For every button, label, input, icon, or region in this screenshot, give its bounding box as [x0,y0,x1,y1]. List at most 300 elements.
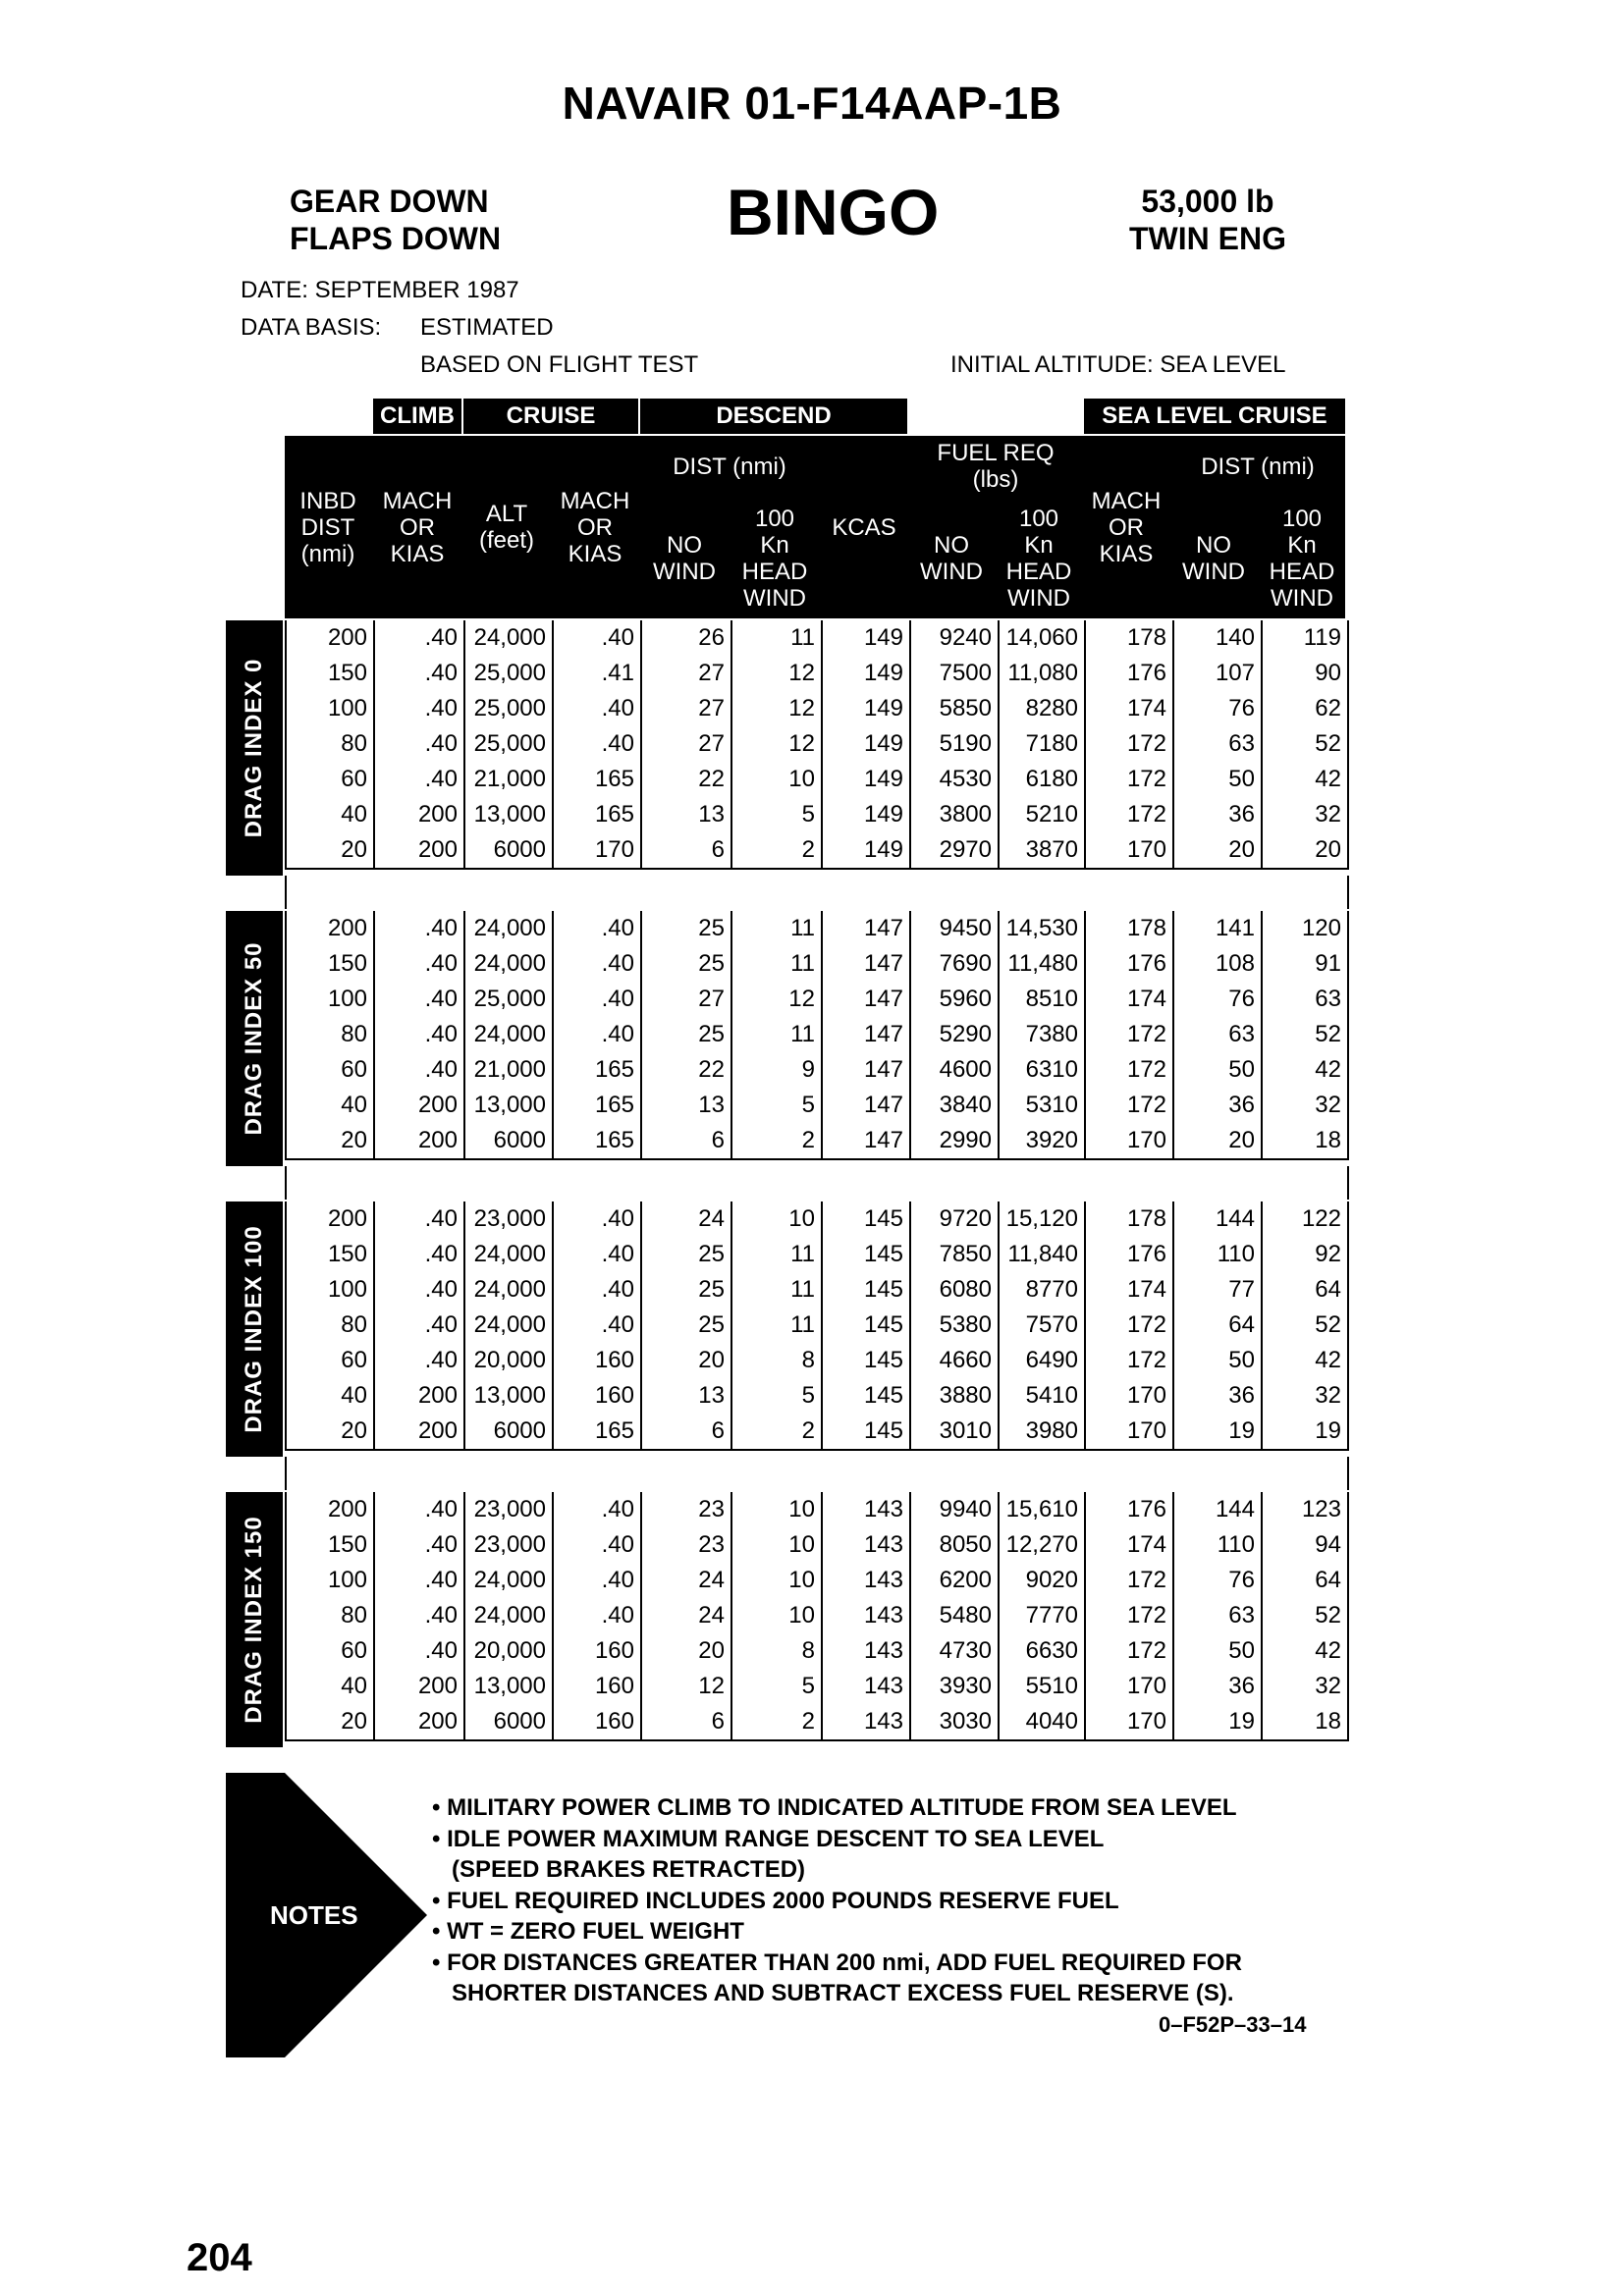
inbd-dist-cell: 200 [286,1492,374,1527]
weight-config: 53,000 lb [1141,184,1274,219]
drag-index-label: DRAG INDEX 100 [241,1225,267,1433]
slc-head-wind-cell: 52 [1262,726,1348,762]
slc-head-wind-cell: 42 [1262,1052,1348,1088]
table-row [286,1492,1348,1527]
slc-mach-cell: 172 [1085,1052,1173,1088]
data-basis-value: BASED ON FLIGHT TEST [420,351,699,378]
slc-no-wind-cell: 110 [1173,1237,1262,1272]
drag-index-0-tab [226,620,283,876]
alt-header [463,436,550,618]
kcas-cell: 145 [822,1414,910,1450]
table-row [286,1527,1348,1563]
kcas-cell: 147 [822,1017,910,1052]
descend-no-wind-cell: 25 [641,1237,731,1272]
descend-no-wind-cell: 25 [641,911,731,946]
table-row [286,1308,1348,1343]
descend-head-wind-cell: 12 [731,726,822,762]
inbd-dist-cell: 200 [286,911,374,946]
inbd-dist-cell: 100 [286,1563,374,1598]
header-line: WIND [1271,585,1333,612]
cruise-alt-cell: 13,000 [464,1669,553,1704]
fuel-head-wind-cell: 11,080 [999,656,1085,691]
header-line: NO [667,532,702,559]
fuel-head-wind-cell: 5410 [999,1378,1085,1414]
inbd-dist-cell: 150 [286,1237,374,1272]
descend-head-wind-cell: 2 [731,1414,822,1450]
slc-head-wind-cell: 42 [1262,1343,1348,1378]
fuel-no-wind-cell: 5960 [910,982,999,1017]
descend-head-wind-cell: 11 [731,1308,822,1343]
cruise-mach-cell: .40 [553,1308,641,1343]
descend-no-wind-cell: 24 [641,1563,731,1598]
table-row [286,946,1348,982]
flaps-config: FLAPS DOWN [290,221,502,256]
header-line: (nmi) [300,540,355,567]
header-line: Kn [1287,532,1317,559]
slc-no-wind-cell: 19 [1173,1704,1262,1740]
kcas-cell: 149 [822,832,910,869]
slc-no-wind-cell: 50 [1173,762,1262,797]
table-row [286,656,1348,691]
fuel-no-wind-cell: 2970 [910,832,999,869]
kcas-cell: 143 [822,1704,910,1740]
descend-head-wind-cell: 5 [731,1378,822,1414]
cruise-mach-cell: .40 [553,911,641,946]
fuel-head-wind-cell: 5210 [999,797,1085,832]
cruise-mach-cell: 165 [553,1123,641,1159]
descend-no-wind-cell: 6 [641,832,731,869]
note-line: • WT = ZERO FUEL WEIGHT [432,1918,744,1945]
header-line: ALT [485,501,528,527]
cruise-mach-cell: 165 [553,1088,641,1123]
climb-mach-cell: .40 [374,1308,464,1343]
climb-mach-cell: 200 [374,1414,464,1450]
descend-no-wind-cell: 20 [641,1633,731,1669]
kcas-cell: 147 [822,982,910,1017]
table-row [286,1633,1348,1669]
slc-no-wind-cell: 36 [1173,797,1262,832]
descend-no-wind-cell: 25 [641,1017,731,1052]
fuel-no-wind-cell: 7690 [910,946,999,982]
table-row [286,1017,1348,1052]
slc-no-wind-cell: 141 [1173,911,1262,946]
figure-id: 0–F52P–33–14 [1159,2012,1307,2037]
inbd-dist-cell: 80 [286,1308,374,1343]
kcas-cell: 147 [822,1123,910,1159]
slc-head-wind-cell: 52 [1262,1017,1348,1052]
fuel-no-wind-cell: 9720 [910,1201,999,1237]
inbd-dist-cell: 60 [286,1052,374,1088]
configuration-right [1129,183,1286,257]
slc-no-wind-cell: 144 [1173,1492,1262,1527]
note-line: SHORTER DISTANCES AND SUBTRACT EXCESS FUEL RESERVE (S). [452,1980,1234,2006]
fuel-no-wind-cell: 9450 [910,911,999,946]
table-row [286,1272,1348,1308]
cruise-mach-cell: 165 [553,797,641,832]
cruise-alt-cell: 21,000 [464,1052,553,1088]
cruise-mach-cell: 160 [553,1704,641,1740]
inbd-dist-cell: 60 [286,1343,374,1378]
climb-mach-cell: .40 [374,1343,464,1378]
slc-head-wind-cell: 52 [1262,1598,1348,1633]
climb-mach-cell: .40 [374,1017,464,1052]
drag-index-150-tab [226,1492,283,1747]
header-line: INBD [299,487,356,514]
cruise-alt-cell: 24,000 [464,1563,553,1598]
slc-mach-cell: 172 [1085,1563,1173,1598]
fuel-no-wind-cell: 5380 [910,1308,999,1343]
cruise-alt-cell: 13,000 [464,1088,553,1123]
climb-mach-cell: .40 [374,911,464,946]
descend-no-wind-cell: 13 [641,797,731,832]
header-line: WIND [920,559,983,585]
slc-mach-cell: 170 [1085,1414,1173,1450]
fuel-head-wind-cell: 3870 [999,832,1085,869]
descend-no-wind-cell: 23 [641,1527,731,1563]
cruise-group-header: CRUISE [463,399,638,434]
cruise-alt-cell: 24,000 [464,620,553,656]
descend-no-wind-cell: 12 [641,1669,731,1704]
kcas-cell: 145 [822,1272,910,1308]
slc-head-wind-cell: 92 [1262,1237,1348,1272]
fuel-no-wind-cell: 3930 [910,1669,999,1704]
slc-no-wind-cell: 63 [1173,1598,1262,1633]
note-line: (SPEED BRAKES RETRACTED) [452,1856,806,1883]
slc-head-wind-cell: 120 [1262,911,1348,946]
kcas-header: KCAS [821,436,907,618]
slc-mach-cell: 176 [1085,1492,1173,1527]
slc-no-wind-cell: 144 [1173,1201,1262,1237]
descend-no-wind-cell: 13 [641,1378,731,1414]
slc-head-wind-cell: 32 [1262,1088,1348,1123]
inbd-dist-cell: 20 [286,1123,374,1159]
inbd-dist-cell: 20 [286,832,374,869]
descend-no-wind-cell: 24 [641,1598,731,1633]
fuel-no-wind-cell: 3030 [910,1704,999,1740]
drag-index-100-tab [226,1201,283,1457]
fuel-head-wind-cell: 11,840 [999,1237,1085,1272]
slc-mach-cell: 170 [1085,1378,1173,1414]
header-line: HEAD [1005,559,1072,585]
slc-head-wind-cell: 91 [1262,946,1348,982]
table-row [286,1052,1348,1088]
slc-mach-cell: 170 [1085,832,1173,869]
header-line: Kn [1024,532,1054,559]
slc-head-wind-cell: 64 [1262,1272,1348,1308]
cruise-alt-cell: 6000 [464,1704,553,1740]
drag-index-label: DRAG INDEX 0 [241,658,267,838]
slc-mach-cell: 172 [1085,1598,1173,1633]
slc-head-wind-cell: 42 [1262,1633,1348,1669]
header-line: WIND [1182,559,1245,585]
fuel-no-wind-cell: 5480 [910,1598,999,1633]
note-line: • FUEL REQUIRED INCLUDES 2000 POUNDS RESERVE FUEL [432,1887,1119,1914]
descend-no-wind-cell: 26 [641,620,731,656]
fuel-head-wind-cell: 8770 [999,1272,1085,1308]
header-line: DIST [300,513,355,541]
descend-head-wind-cell: 10 [731,1527,822,1563]
section-spacer [285,1457,1349,1490]
table-row [286,1414,1348,1450]
slc-mach-cell: 170 [1085,1704,1173,1740]
fuel-no-wind-cell: 5190 [910,726,999,762]
inbd-dist-cell: 40 [286,1378,374,1414]
kcas-cell: 147 [822,1052,910,1088]
climb-mach-cell: 200 [374,797,464,832]
descend-no-wind-header [640,499,729,618]
cruise-mach-cell: .40 [553,982,641,1017]
fuel-no-wind-cell: 4660 [910,1343,999,1378]
descend-head-wind-cell: 8 [731,1633,822,1669]
header-line: HEAD [741,559,808,585]
cruise-alt-cell: 13,000 [464,797,553,832]
descend-no-wind-cell: 24 [641,1201,731,1237]
slc-mach-cell: 174 [1085,691,1173,726]
slc-head-wind-cell: 32 [1262,797,1348,832]
fuel-no-wind-cell: 3800 [910,797,999,832]
slc-mach-cell: 172 [1085,762,1173,797]
slc-mach-cell: 176 [1085,656,1173,691]
fuel-head-wind-cell: 12,270 [999,1527,1085,1563]
date-line: DATE: SEPTEMBER 1987 [241,277,519,303]
descend-head-wind-header [731,499,819,618]
climb-mach-cell: 200 [374,1088,464,1123]
slc-head-wind-cell: 18 [1262,1123,1348,1159]
header-line: (lbs) [972,466,1019,493]
note-line: • FOR DISTANCES GREATER THAN 200 nmi, ADD FUEL REQUIRED FOR [432,1949,1242,1976]
slc-head-wind-cell: 90 [1262,656,1348,691]
slc-no-wind-cell: 36 [1173,1669,1262,1704]
kcas-cell: 149 [822,797,910,832]
header-line: 100 [754,506,795,532]
fuel-no-wind-cell: 4530 [910,762,999,797]
slc-no-wind-cell: 64 [1173,1308,1262,1343]
drag-index-100-table [285,1201,1349,1451]
descend-head-wind-cell: 9 [731,1052,822,1088]
inbd-dist-cell: 40 [286,1088,374,1123]
slc-no-wind-header [1170,499,1257,618]
descend-head-wind-cell: 5 [731,1669,822,1704]
kcas-cell: 149 [822,620,910,656]
cruise-mach-cell: .40 [553,1527,641,1563]
kcas-cell: 143 [822,1492,910,1527]
fuel-no-wind-cell: 6200 [910,1563,999,1598]
slc-mach-cell: 178 [1085,911,1173,946]
fuel-head-wind-cell: 8280 [999,691,1085,726]
table-row [286,691,1348,726]
descend-head-wind-cell: 12 [731,656,822,691]
cruise-mach-cell: 160 [553,1378,641,1414]
slc-mach-cell: 174 [1085,1272,1173,1308]
descend-group-header: DESCEND [640,399,907,434]
slc-no-wind-cell: 76 [1173,691,1262,726]
cruise-mach-cell: .40 [553,1201,641,1237]
header-line: WIND [743,585,806,612]
climb-mach-cell: .40 [374,1272,464,1308]
header-line: OR [577,513,613,541]
slc-no-wind-cell: 50 [1173,1052,1262,1088]
kcas-cell: 145 [822,1343,910,1378]
kcas-cell: 143 [822,1527,910,1563]
descend-head-wind-cell: 11 [731,946,822,982]
slc-head-wind-header [1259,499,1345,618]
initial-altitude: INITIAL ALTITUDE: SEA LEVEL [950,351,1286,378]
slc-mach-cell: 172 [1085,1308,1173,1343]
descend-head-wind-cell: 2 [731,1704,822,1740]
header-line: 100 [1018,506,1059,532]
table-row [286,1669,1348,1704]
fuel-no-wind-cell: 2990 [910,1123,999,1159]
cruise-mach-cell: .40 [553,620,641,656]
fuel-head-wind-cell: 7570 [999,1308,1085,1343]
fuel-no-wind-cell: 7850 [910,1237,999,1272]
cruise-mach-cell: 160 [553,1343,641,1378]
fuel-no-wind-cell: 9240 [910,620,999,656]
document-title: NAVAIR 01-F14AAP-1B [562,78,1062,129]
slc-head-wind-cell: 18 [1262,1704,1348,1740]
cruise-alt-cell: 24,000 [464,1272,553,1308]
header-line: 100 [1281,506,1323,532]
inbd-dist-cell: 100 [286,691,374,726]
cruise-alt-cell: 6000 [464,1414,553,1450]
inbd-dist-cell: 20 [286,1704,374,1740]
kcas-cell: 147 [822,946,910,982]
cruise-alt-cell: 25,000 [464,982,553,1017]
inbd-dist-cell: 40 [286,1669,374,1704]
table-row [286,1598,1348,1633]
cruise-mach-cell: .40 [553,1017,641,1052]
descend-head-wind-cell: 2 [731,1123,822,1159]
descend-head-wind-cell: 11 [731,1272,822,1308]
descend-no-wind-cell: 25 [641,1308,731,1343]
header-line: KIAS [1099,540,1154,567]
data-basis-label: DATA BASIS: [241,314,382,341]
fuel-head-wind-cell: 11,480 [999,946,1085,982]
table-row [286,620,1348,656]
fuel-no-wind-cell: 7500 [910,656,999,691]
cruise-mach-cell: .40 [553,1598,641,1633]
fuel-no-wind-cell: 3840 [910,1088,999,1123]
descend-no-wind-cell: 6 [641,1414,731,1450]
climb-mach-cell: .40 [374,620,464,656]
table-row [286,982,1348,1017]
fuel-no-wind-cell: 5290 [910,1017,999,1052]
descend-head-wind-cell: 11 [731,1017,822,1052]
climb-mach-cell: 200 [374,1704,464,1740]
descend-head-wind-cell: 10 [731,1201,822,1237]
table-row [286,1201,1348,1237]
section-spacer [285,876,1349,909]
fuel-req-header [909,436,1082,497]
kcas-cell: 149 [822,762,910,797]
note-line: • MILITARY POWER CLIMB TO INDICATED ALTITUDE FROM SEA LEVEL [432,1794,1237,1821]
descend-no-wind-cell: 6 [641,1704,731,1740]
descend-head-wind-cell: 10 [731,762,822,797]
fuel-head-wind-cell: 8510 [999,982,1085,1017]
fuel-head-wind-header [996,499,1082,618]
descend-no-wind-cell: 27 [641,691,731,726]
kcas-cell: 149 [822,726,910,762]
slc-mach-cell: 176 [1085,946,1173,982]
slc-no-wind-cell: 20 [1173,832,1262,869]
slc-mach-cell: 178 [1085,1201,1173,1237]
cruise-mach-cell: 160 [553,1669,641,1704]
slc-mach-cell: 170 [1085,1123,1173,1159]
fuel-no-wind-cell: 9940 [910,1492,999,1527]
slc-no-wind-cell: 19 [1173,1414,1262,1450]
table-row [286,797,1348,832]
descend-no-wind-cell: 25 [641,946,731,982]
table-row [286,1704,1348,1740]
cruise-alt-cell: 25,000 [464,656,553,691]
kcas-cell: 147 [822,1088,910,1123]
kcas-cell: 143 [822,1669,910,1704]
section-spacer [285,1166,1349,1200]
slc-no-wind-cell: 107 [1173,656,1262,691]
notes-list [432,1792,1242,2009]
cruise-mach-cell: 160 [553,1633,641,1669]
inbd-dist-header [285,436,371,618]
descend-head-wind-cell: 11 [731,911,822,946]
cruise-mach-header [552,436,638,618]
cruise-alt-cell: 24,000 [464,911,553,946]
data-basis-value: ESTIMATED [420,314,554,341]
slc-no-wind-cell: 36 [1173,1378,1262,1414]
slc-mach-cell: 174 [1085,1527,1173,1563]
inbd-dist-cell: 100 [286,1272,374,1308]
climb-mach-cell: .40 [374,762,464,797]
fuel-no-wind-cell: 6080 [910,1272,999,1308]
slc-head-wind-cell: 63 [1262,982,1348,1017]
slc-head-wind-cell: 42 [1262,762,1348,797]
fuel-head-wind-cell: 6490 [999,1343,1085,1378]
slc-head-wind-cell: 62 [1262,691,1348,726]
slc-no-wind-cell: 140 [1173,620,1262,656]
descend-head-wind-cell: 10 [731,1563,822,1598]
descend-no-wind-cell: 20 [641,1343,731,1378]
notes-label: NOTES [270,1900,358,1930]
climb-mach-cell: .40 [374,982,464,1017]
slc-no-wind-cell: 50 [1173,1633,1262,1669]
cruise-alt-cell: 25,000 [464,726,553,762]
descend-head-wind-cell: 5 [731,797,822,832]
descend-no-wind-cell: 27 [641,982,731,1017]
table-row [286,1343,1348,1378]
slc-no-wind-cell: 36 [1173,1088,1262,1123]
table-row [286,762,1348,797]
slc-mach-cell: 176 [1085,1237,1173,1272]
fuel-no-wind-cell: 3880 [910,1378,999,1414]
drag-index-0-table [285,620,1349,870]
descend-head-wind-cell: 11 [731,620,822,656]
inbd-dist-cell: 60 [286,762,374,797]
cruise-alt-cell: 21,000 [464,762,553,797]
fuel-no-wind-cell: 5850 [910,691,999,726]
fuel-head-wind-cell: 7180 [999,726,1085,762]
inbd-dist-cell: 40 [286,797,374,832]
table-row [286,1237,1348,1272]
fuel-head-wind-cell: 5310 [999,1088,1085,1123]
fuel-head-wind-cell: 15,120 [999,1201,1085,1237]
cruise-alt-cell: 23,000 [464,1527,553,1563]
cruise-mach-cell: 165 [553,1052,641,1088]
cruise-alt-cell: 24,000 [464,1237,553,1272]
cruise-alt-cell: 23,000 [464,1201,553,1237]
header-line: WIND [1007,585,1070,612]
descend-head-wind-cell: 10 [731,1598,822,1633]
cruise-alt-cell: 24,000 [464,1017,553,1052]
fuel-no-wind-cell: 8050 [910,1527,999,1563]
